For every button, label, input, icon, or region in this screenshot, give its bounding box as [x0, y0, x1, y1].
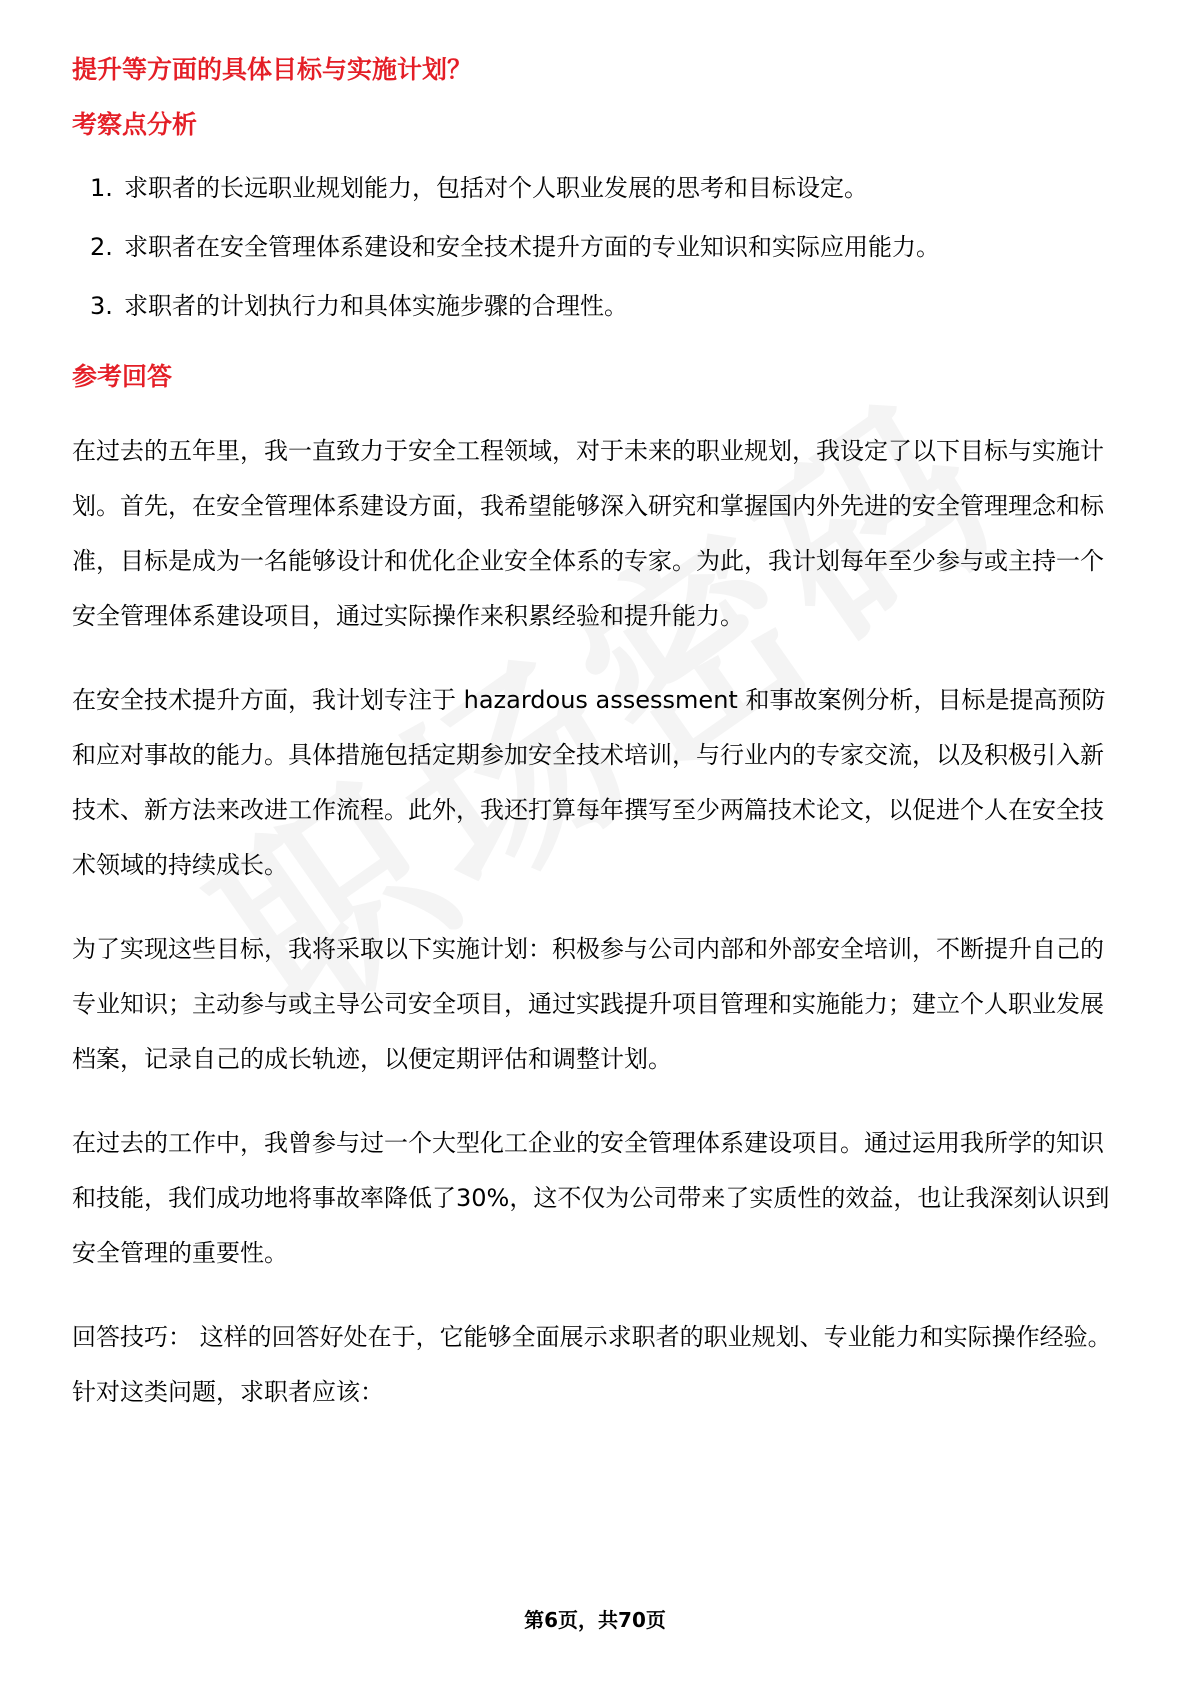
answer-paragraph: 在安全技术提升方面，我计划专注于 hazardous assessment 和事故案例分析，目标是提高预防和应对事故的能力。具体措施包括定期参加安全技术培训，与行业内的专家交流，以及积极引入新技术、新方法来改进工作流程。此外，我还打算每年撰写至少两篇技术论文，以促进个人在安全技术领域的持续成长。 [72, 686, 1106, 879]
list-item-number: 2. [90, 233, 113, 261]
analysis-list [90, 170, 1122, 324]
list-item-text: 求职者的长远职业规划能力，包括对个人职业发展的思考和目标设定。 [124, 174, 868, 202]
list-item-number: 1. [90, 174, 113, 202]
tips-paragraph: 回答技巧： 这样的回答好处在于，它能够全面展示求职者的职业规划、专业能力和实际操作经验。针对这类问题，求职者应该： [72, 1323, 1112, 1406]
page-number: 第6页，共70页 [524, 1608, 666, 1632]
answer-heading: 参考回答 [72, 362, 173, 391]
list-item [90, 229, 1122, 265]
answer-paragraph: 为了实现这些目标，我将采取以下实施计划：积极参与公司内部和外部安全培训，不断提升自己的专业知识；主动参与或主导公司安全项目，通过实践提升项目管理和实施能力；建立个人职业发展档案，记录自己的成长轨迹，以便定期评估和调整计划。 [72, 935, 1104, 1073]
list-item-number: 3. [90, 292, 113, 320]
question-heading: 提升等方面的具体目标与实施计划？ [72, 55, 473, 84]
list-item-text: 求职者的计划执行力和具体实施步骤的合理性。 [124, 292, 628, 320]
answer-paragraph: 在过去的五年里，我一直致力于安全工程领域，对于未来的职业规划，我设定了以下目标与实施计划。首先，在安全管理体系建设方面，我希望能够深入研究和掌握国内外先进的安全管理理念和标准，目标是成为一名能够设计和优化企业安全体系的专家。为此，我计划每年至少参与或主持一个安全管理体系建设项目，通过实际操作来积累经验和提升能力。 [72, 437, 1104, 630]
answer-paragraph: 在过去的工作中，我曾参与过一个大型化工企业的安全管理体系建设项目。通过运用我所学的知识和技能，我们成功地将事故率降低了30%，这不仅为公司带来了实质性的效益，也让我深刻认识到安全管理的重要性。 [72, 1129, 1110, 1267]
list-item [90, 170, 1122, 206]
page-content [72, 50, 1122, 1420]
list-item [90, 288, 1122, 324]
list-item-text: 求职者在安全管理体系建设和安全技术提升方面的专业知识和实际应用能力。 [124, 233, 940, 261]
analysis-heading: 考察点分析 [72, 110, 198, 139]
